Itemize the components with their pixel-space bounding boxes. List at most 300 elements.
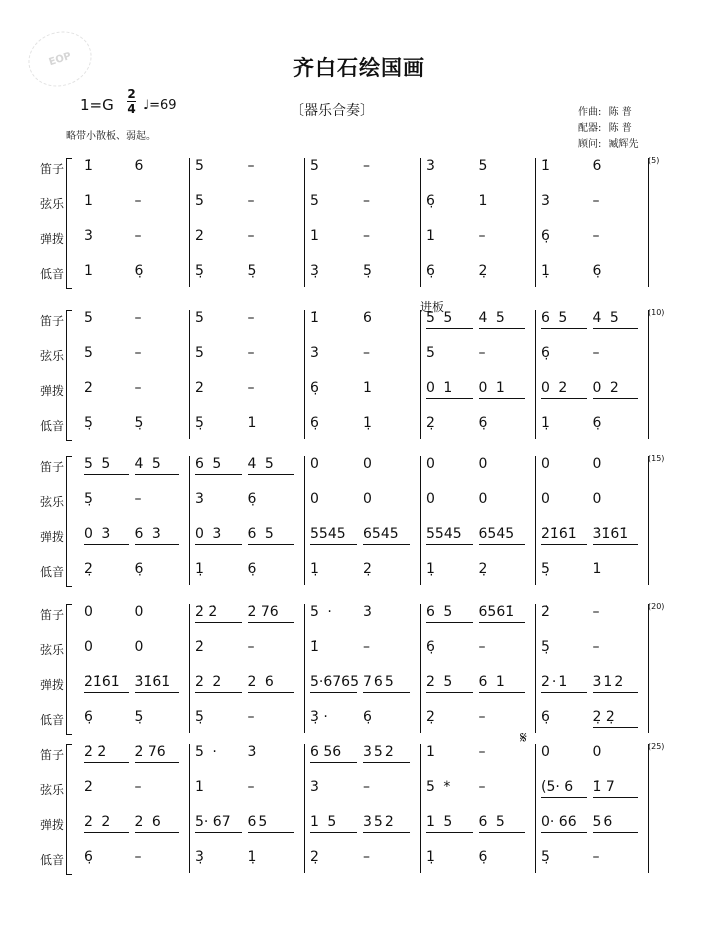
beam-line [593, 832, 639, 833]
note-beat: 6̣ [310, 415, 321, 431]
note-beat: 6 56 [310, 744, 342, 760]
note-beat: – [363, 849, 372, 865]
note-beat: 1 [84, 263, 95, 279]
note-beat: 6̣ [592, 263, 604, 279]
note-beat: 2 5 [426, 674, 455, 690]
note-beat: 1 [310, 228, 321, 244]
note-beat: 3̣ [310, 263, 321, 279]
note-beat: – [478, 639, 488, 655]
system-brace [66, 158, 72, 289]
note-beat: 3̣ · [310, 709, 328, 725]
instrument-label: 弦乐 [40, 495, 65, 509]
barline [304, 744, 305, 873]
score-title: 齐白石绘国画 [293, 56, 425, 80]
beam-line [135, 474, 180, 475]
measure-number: (15) [648, 454, 665, 463]
note-beat: 0 [363, 456, 374, 472]
instrument-label: 弦乐 [40, 783, 65, 797]
note-beat: – [363, 228, 372, 244]
note-beat: 2 2 [84, 814, 113, 830]
note-beat: 5 [478, 158, 490, 174]
beam-line [426, 832, 473, 833]
note-beat: 1̣ [363, 415, 374, 431]
note-beat: 3 [84, 228, 95, 244]
note-beat: 2 [195, 228, 206, 244]
arranger-credit [578, 119, 632, 134]
note-beat: 3̣ [195, 849, 206, 865]
note-beat: 0 2 [592, 380, 621, 396]
beam-line [479, 622, 526, 623]
beam-line [248, 692, 295, 693]
arranger-label: 配器: [578, 123, 602, 134]
measure-number: (10) [648, 308, 665, 317]
beam-line [593, 398, 639, 399]
instrument-label: 笛子 [40, 460, 65, 474]
beam-line [135, 762, 180, 763]
note-beat: 6̣ [363, 709, 374, 725]
note-beat: 5 [195, 345, 206, 361]
note-beat: 5 [84, 310, 95, 326]
note-beat: 6 5 [247, 526, 276, 542]
beam-line [195, 622, 242, 623]
note-beat: 2̣ [84, 561, 95, 577]
note-beat: 352 [363, 744, 396, 760]
note-beat: – [478, 779, 488, 795]
note-beat: 2 6 [247, 674, 276, 690]
note-beat: 1̇ [310, 310, 321, 326]
system-brace [66, 744, 72, 875]
instrument-label: 笛子 [40, 608, 65, 622]
instrument-label: 低音 [40, 565, 65, 579]
instrument-label: 弹拨 [40, 678, 65, 692]
note-beat: 2̇ [195, 639, 206, 655]
beam-line [593, 544, 639, 545]
note-beat: (5· 6 [541, 779, 574, 795]
note-beat: – [247, 228, 257, 244]
advisor-label: 顾问: [578, 139, 602, 150]
note-beat: 1 5 [310, 814, 339, 830]
note-beat: 2 [84, 779, 95, 795]
note-beat: 2̇ 2̇ [195, 604, 218, 620]
note-beat: 56 [592, 814, 615, 830]
beam-line [135, 692, 180, 693]
beam-line [310, 762, 357, 763]
note-beat: 6̣ [478, 415, 490, 431]
note-beat: 6̣ [541, 228, 552, 244]
note-beat: – [363, 158, 372, 174]
tempo-marking: ♩=69 [143, 98, 177, 113]
note-beat: – [134, 310, 144, 326]
note-beat: – [592, 849, 602, 865]
instrument-label: 低音 [40, 713, 65, 727]
barline [304, 604, 305, 733]
note-beat: – [363, 639, 372, 655]
note-beat: – [247, 709, 257, 725]
note-beat: – [247, 310, 257, 326]
beam-line [426, 328, 473, 329]
note-beat: – [592, 228, 602, 244]
note-beat: 6̣ [541, 345, 552, 361]
note-beat: 1 [592, 561, 604, 577]
note-beat: – [247, 158, 257, 174]
time-signature [127, 88, 136, 115]
note-beat: 5̣ [195, 415, 206, 431]
note-beat: 6̣ [592, 415, 604, 431]
note-beat: 5545 [426, 526, 462, 542]
note-beat: 5· 67 [195, 814, 231, 830]
beam-line [593, 727, 639, 728]
barline [420, 744, 421, 873]
note-beat: 1̣ [426, 849, 437, 865]
note-beat: 6561̇ [478, 604, 515, 620]
instrument-label: 弹拨 [40, 530, 65, 544]
note-beat: 0· 66 [541, 814, 577, 830]
note-beat: 0 [592, 744, 604, 760]
note-beat: 4 5 [478, 310, 507, 326]
note-beat: 3 [541, 193, 552, 209]
beam-line [426, 398, 473, 399]
note-beat: 0 [134, 639, 146, 655]
note-beat: – [478, 709, 488, 725]
composer-name: 陈 普 [608, 107, 632, 118]
note-beat: – [592, 345, 602, 361]
barline [189, 158, 190, 287]
note-beat: 0 [478, 491, 490, 507]
watermark-logo: EOP [21, 23, 99, 94]
note-beat: 1̇ [310, 639, 321, 655]
beam-line [479, 398, 526, 399]
note-beat: 6 3 [134, 526, 163, 542]
beam-line [426, 622, 473, 623]
note-beat: 6̣ [134, 263, 146, 279]
segno-sign: 𝄋 [520, 728, 527, 747]
note-beat: 6̣ [134, 561, 146, 577]
barline [535, 158, 536, 287]
note-beat: 6 5 [541, 310, 570, 326]
beam-line [363, 544, 410, 545]
note-beat: 4 5 [592, 310, 621, 326]
note-beat: 6545 [363, 526, 399, 542]
beam-line [195, 544, 242, 545]
note-beat: 6 5 [478, 814, 507, 830]
instrument-label: 弹拨 [40, 384, 65, 398]
note-beat: 5·6765 [310, 674, 359, 690]
note-beat: 0 [134, 604, 146, 620]
note-beat: 5 [84, 345, 95, 361]
note-beat: 5̣ [84, 491, 95, 507]
note-beat: 0 2 [541, 380, 570, 396]
note-beat: 1 [426, 228, 437, 244]
note-beat: 3 [310, 779, 321, 795]
note-beat: 0 [310, 491, 321, 507]
note-beat: 5̣ [247, 263, 259, 279]
note-beat: 6̣ [247, 561, 259, 577]
beam-line [541, 692, 587, 693]
beam-line [541, 544, 587, 545]
note-beat: 3 [426, 158, 437, 174]
barline [535, 604, 536, 733]
note-beat: 2 6 [134, 814, 163, 830]
note-beat: 1̣ [247, 849, 259, 865]
performance-note: 略带小散板、弱起。 [66, 131, 156, 142]
note-beat: 1 [478, 193, 490, 209]
beam-line [479, 692, 526, 693]
note-beat: – [134, 380, 144, 396]
note-beat: – [592, 193, 602, 209]
beam-line [248, 832, 295, 833]
time-signature-bottom: 4 [127, 102, 136, 116]
note-beat: 1 [84, 193, 95, 209]
beam-line [541, 797, 587, 798]
arranger-name: 陈 普 [608, 123, 632, 134]
note-beat: 5 · [310, 604, 334, 620]
note-beat: 6 [363, 310, 374, 326]
instrument-label: 弹拨 [40, 232, 65, 246]
barline [648, 310, 649, 439]
note-beat: 5̣ [134, 415, 146, 431]
note-beat: 5̣ [541, 639, 552, 655]
note-beat: – [363, 345, 372, 361]
barline [535, 310, 536, 439]
instrument-label: 弦乐 [40, 643, 65, 657]
note-beat: 0 [84, 639, 95, 655]
note-beat: 6̣ [84, 849, 95, 865]
instrument-label: 笛子 [40, 314, 65, 328]
barline [420, 456, 421, 585]
note-beat: 6̣ [310, 380, 321, 396]
note-beat: 3 [247, 744, 259, 760]
composer-label: 作曲: [578, 107, 602, 118]
beam-line [195, 832, 242, 833]
note-beat: 5 * [426, 779, 453, 795]
barline [420, 158, 421, 287]
note-beat: 352 [363, 814, 396, 830]
instrument-label: 弦乐 [40, 349, 65, 363]
note-beat: – [592, 604, 602, 620]
note-beat: – [478, 345, 488, 361]
note-beat: 3 [363, 604, 374, 620]
note-beat: 0 [478, 456, 490, 472]
advisor-credit [578, 135, 639, 150]
beam-line [363, 762, 410, 763]
note-beat: 0 3 [195, 526, 224, 542]
note-beat: 0 [541, 491, 552, 507]
barline [535, 744, 536, 873]
beam-line [479, 328, 526, 329]
system-brace [66, 604, 72, 735]
beam-line [195, 692, 242, 693]
note-beat: 5̣ [195, 709, 206, 725]
time-signature-top: 2 [127, 87, 136, 101]
note-beat: 765 [363, 674, 396, 690]
note-beat: 6 [134, 158, 146, 174]
barline [420, 310, 421, 439]
beam-line [248, 544, 295, 545]
note-beat: 2̣ [310, 849, 321, 865]
beam-line [479, 544, 526, 545]
barline [189, 310, 190, 439]
note-beat: 1̇ [541, 158, 552, 174]
note-beat: 6545 [478, 526, 515, 542]
note-beat: 2 2 [195, 674, 224, 690]
note-beat: 5̣ [134, 709, 146, 725]
note-beat: – [478, 744, 488, 760]
note-beat: 6̣ [426, 263, 437, 279]
beam-line [310, 692, 357, 693]
instrument-label: 低音 [40, 853, 65, 867]
barline [189, 604, 190, 733]
note-beat: 6 5 [426, 604, 455, 620]
note-beat: 5545 [310, 526, 346, 542]
note-beat: 5̣ [195, 263, 206, 279]
note-beat: 6 1 [478, 674, 507, 690]
note-beat: 6 [592, 158, 604, 174]
measure-number: (20) [648, 602, 665, 611]
note-beat: 5̣ [541, 561, 552, 577]
note-beat: 2̇ 76 [134, 744, 166, 760]
barline [189, 456, 190, 585]
beam-line [541, 398, 587, 399]
note-beat: – [247, 639, 257, 655]
note-beat: 0 [541, 456, 552, 472]
beam-line [135, 832, 180, 833]
beam-line [363, 692, 410, 693]
note-beat: 0 [363, 491, 374, 507]
note-beat: 2̣ [363, 561, 374, 577]
instrument-label: 低音 [40, 419, 65, 433]
tempo-change-marking: 进板 [420, 300, 445, 314]
beam-line [84, 762, 129, 763]
composer-credit [578, 103, 632, 118]
note-beat: 1̣ [541, 415, 552, 431]
note-beat: 1 5 [426, 814, 455, 830]
note-beat: 2̇ [541, 604, 552, 620]
note-beat: – [134, 228, 144, 244]
note-beat: 6̣ [426, 193, 437, 209]
note-beat: 5 [310, 193, 321, 209]
note-beat: 0 1 [426, 380, 455, 396]
note-beat: 1̣ [195, 561, 206, 577]
note-beat: 2̣ 2̣ [592, 709, 615, 725]
note-beat: 5̣ [84, 415, 95, 431]
note-beat: 5 5 [84, 456, 113, 472]
note-beat: – [478, 228, 488, 244]
note-beat: 3̇1̇6̇1̇ [134, 674, 171, 690]
note-beat: 5 [426, 345, 437, 361]
note-beat: 2̣ [478, 263, 490, 279]
note-beat: – [134, 193, 144, 209]
note-beat: 3 [195, 491, 206, 507]
note-beat: – [247, 380, 257, 396]
note-beat: 5 [195, 158, 206, 174]
beam-line [248, 622, 295, 623]
beam-line [541, 328, 587, 329]
note-beat: 1 [247, 415, 259, 431]
barline [189, 744, 190, 873]
note-beat: 1̣ [541, 263, 552, 279]
beam-line [593, 692, 639, 693]
note-beat: 1̇ 7 [592, 779, 615, 795]
barline [304, 456, 305, 585]
instrument-label: 弦乐 [40, 197, 65, 211]
key-signature: 1=G [80, 96, 114, 114]
note-beat: 6̣ [84, 709, 95, 725]
beam-line [426, 692, 473, 693]
instrument-label: 低音 [40, 267, 65, 281]
barline [535, 456, 536, 585]
note-beat: 6̣ [247, 491, 259, 507]
barline [648, 456, 649, 585]
note-beat: – [363, 193, 372, 209]
note-beat: – [247, 193, 257, 209]
note-beat: 2 [195, 380, 206, 396]
note-beat: – [247, 345, 257, 361]
instrument-label: 笛子 [40, 748, 65, 762]
note-beat: 5̣ [541, 849, 552, 865]
beam-line [84, 692, 129, 693]
note-beat: 2̣ [426, 709, 437, 725]
beam-line [195, 474, 242, 475]
barline [420, 604, 421, 733]
note-beat: – [134, 849, 144, 865]
note-beat: – [592, 639, 602, 655]
beam-line [84, 832, 129, 833]
note-beat: 6̣ [541, 709, 552, 725]
note-beat: – [363, 779, 372, 795]
note-beat: 2·1 [541, 674, 570, 690]
beam-line [479, 832, 526, 833]
note-beat: 5 [195, 193, 206, 209]
barline [648, 744, 649, 873]
note-beat: 2̣ [426, 415, 437, 431]
system-brace [66, 456, 72, 587]
note-beat: 0 [84, 604, 95, 620]
note-beat: 0 [310, 456, 321, 472]
note-beat: 65 [247, 814, 270, 830]
note-beat: 2̇1̇6̇1̇ [541, 526, 577, 542]
note-beat: 5 [310, 158, 321, 174]
note-beat: 2̇1̇6̇1̇ [84, 674, 120, 690]
beam-line [593, 797, 639, 798]
beam-line [310, 832, 357, 833]
barline [648, 604, 649, 733]
note-beat: 0 [592, 491, 604, 507]
note-beat: 312 [592, 674, 626, 690]
note-beat: 5 · [195, 744, 219, 760]
beam-line [593, 328, 639, 329]
note-beat: 2 [84, 380, 95, 396]
beam-line [426, 544, 473, 545]
note-beat: 5̣ [363, 263, 374, 279]
note-beat: 3̇1̇6̇1̇ [592, 526, 629, 542]
advisor-name: 臧辉先 [608, 139, 639, 150]
note-beat: – [134, 491, 144, 507]
note-beat: – [134, 779, 144, 795]
note-beat: 5 [195, 310, 206, 326]
note-beat: 1 [195, 779, 206, 795]
note-beat: 0 [592, 456, 604, 472]
beam-line [310, 544, 357, 545]
note-beat: 4 5 [134, 456, 163, 472]
note-beat: 0 [426, 491, 437, 507]
note-beat: – [247, 779, 257, 795]
measure-number: (25) [648, 742, 665, 751]
score-subtitle: 〔器乐合奏〕 [290, 103, 374, 119]
barline [304, 310, 305, 439]
measure-number: (5) [648, 156, 660, 165]
beam-line [363, 832, 410, 833]
note-beat: 2̇ 2̇ [84, 744, 107, 760]
